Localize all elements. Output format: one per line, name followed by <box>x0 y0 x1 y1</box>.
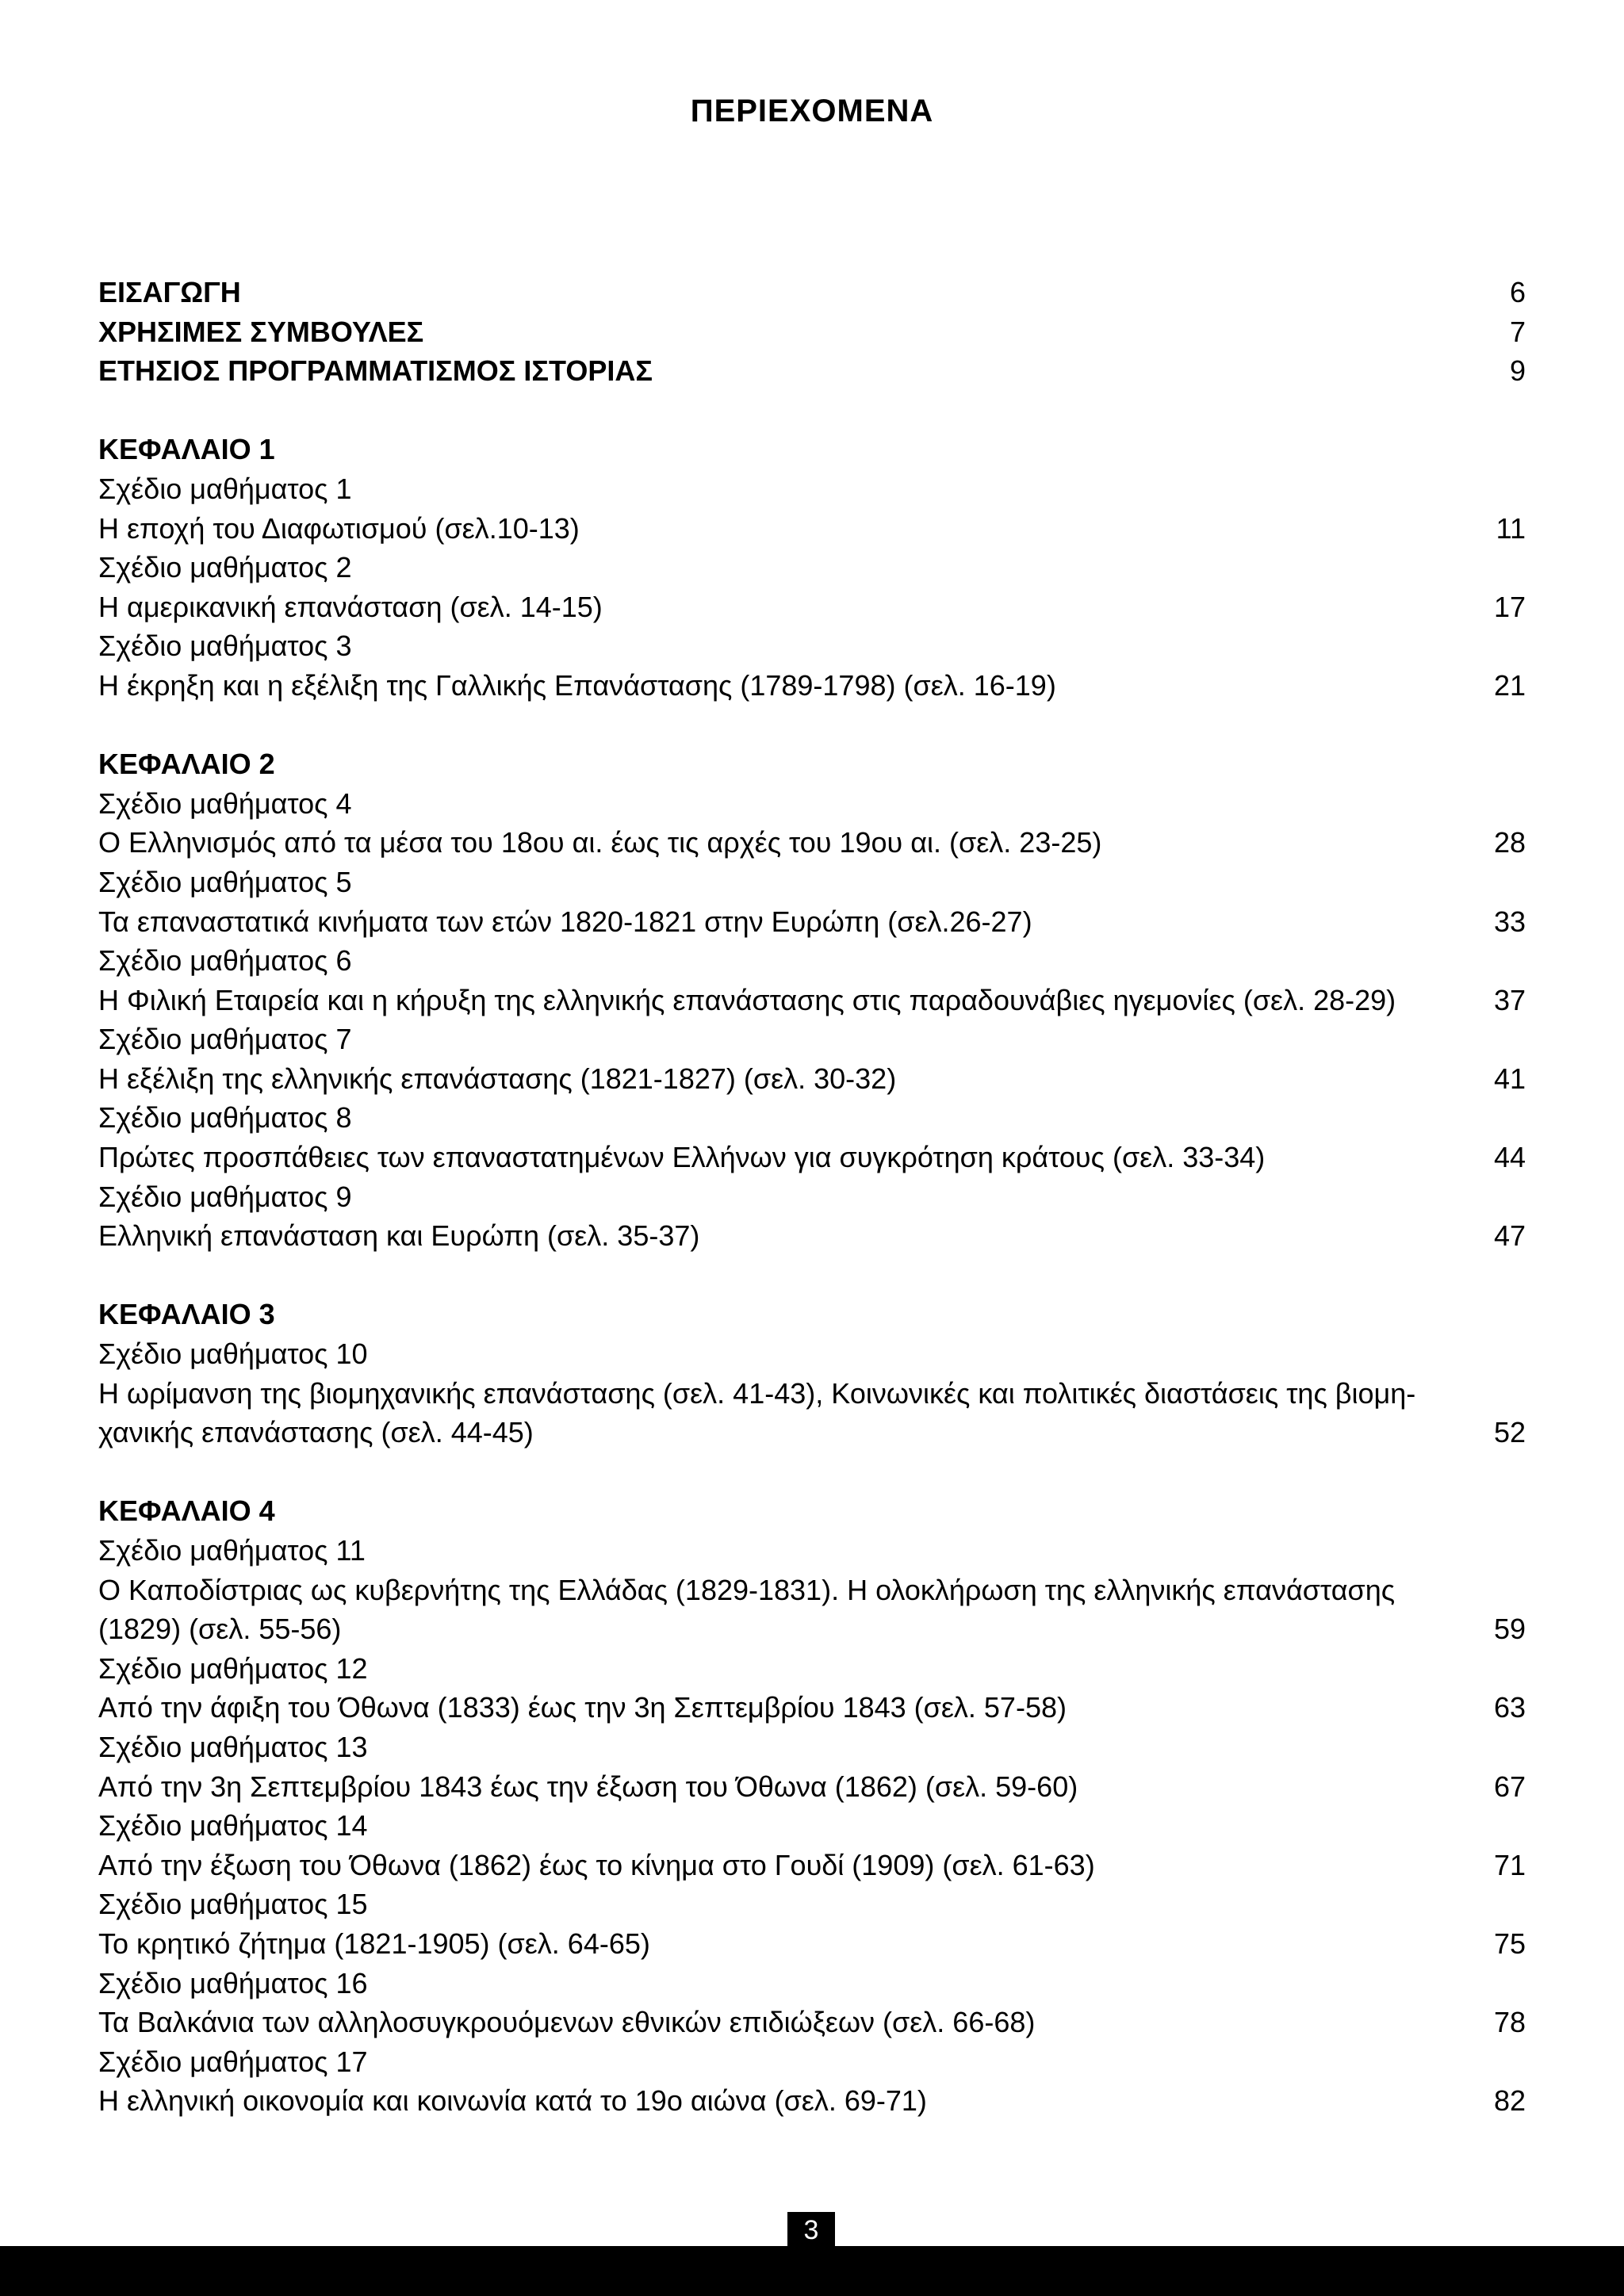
toc-entry-introduction <box>98 273 1526 312</box>
toc-entry <box>98 2003 1526 2042</box>
toc-entry-page: 41 <box>1493 1062 1526 1095</box>
toc-entry-page: 63 <box>1493 1691 1526 1724</box>
toc-entry <box>98 1924 1526 1964</box>
toc-entry <box>98 1216 1526 1256</box>
toc-entry-page: 82 <box>1493 2084 1526 2118</box>
lesson-plan-label: Σχέδιο μαθήματος 12 <box>98 1651 368 1685</box>
toc-entry <box>98 1059 1526 1099</box>
page-number: 3 <box>787 2212 835 2248</box>
lesson-plan-label: Σχέδιο μαθήματος 7 <box>98 1023 352 1056</box>
lesson-plan-label: Σχέδιο μαθήματος 15 <box>98 1888 368 1921</box>
lesson-title: Η ωρίμανση της βιομηχανικής επανάστασης (σελ. 41-43), Κοινωνικές και πολιτικές διαστάσεις της βιομη- <box>98 1376 1416 1410</box>
chapter-heading: ΚΕΦΑΛΑΙΟ 4 <box>98 1494 275 1528</box>
lesson-title: Τα Βαλκάνια των αλληλοσυγκρουόμενων εθνικών επιδιώξεων (σελ. 66-68) <box>98 2006 1036 2039</box>
lesson-plan-label: Σχέδιο μαθήματος 17 <box>98 2045 368 2078</box>
lesson-title-continued: χανικής επανάστασης (σελ. 44-45) <box>98 1416 534 1449</box>
toc-entry <box>98 823 1526 863</box>
toc-entry-label: ΕΤΗΣΙΟΣ ΠΡΟΓΡΑΜΜΑΤΙΣΜΟΣ ΙΣΤΟΡΙΑΣ <box>98 354 653 388</box>
toc-entry-page: 78 <box>1493 2006 1526 2039</box>
toc-entry-page: 7 <box>1509 315 1526 348</box>
lesson-title: Ελληνική επανάσταση και Ευρώπη (σελ. 35-37) <box>98 1219 700 1253</box>
lesson-plan-label: Σχέδιο μαθήματος 6 <box>98 944 352 978</box>
toc-entry-page: 47 <box>1493 1219 1526 1253</box>
toc-entry-page: 11 <box>1496 511 1526 545</box>
lesson-title: Από την 3η Σεπτεμβρίου 1843 έως την έξωση του Όθωνα (1862) (σελ. 59-60) <box>98 1770 1078 1803</box>
toc-entry <box>98 1688 1526 1728</box>
toc-entry-page: 71 <box>1493 1848 1526 1881</box>
toc-entry-page: 75 <box>1493 1927 1526 1960</box>
lesson-plan-label: Σχέδιο μαθήματος 13 <box>98 1730 368 1763</box>
toc-entry <box>98 1138 1526 1177</box>
toc-entry-page: 44 <box>1493 1141 1526 1174</box>
toc-entry-page: 37 <box>1493 983 1526 1016</box>
lesson-plan-label: Σχέδιο μαθήματος 16 <box>98 1966 368 1999</box>
toc-entry <box>98 1846 1526 1885</box>
lesson-title: Από την άφιξη του Όθωνα (1833) έως την 3η Σεπτεμβρίου 1843 (σελ. 57-58) <box>98 1691 1067 1724</box>
lesson-title: Τα επαναστατικά κινήματα των ετών 1820-1821 στην Ευρώπη (σελ.26-27) <box>98 905 1032 938</box>
toc-entry <box>98 587 1526 627</box>
lesson-title: Ο Καποδίστριας ως κυβερνήτης της Ελλάδας (1829-1831). Η ολοκλήρωση της ελληνικής επανάστασης <box>98 1573 1396 1606</box>
lesson-title: Από την έξωση του Όθωνα (1862) έως το κίνημα στο Γουδί (1909) (σελ. 61-63) <box>98 1848 1095 1881</box>
lesson-title: Πρώτες προσπάθειες των επαναστατημένων Ελλήνων για συγκρότηση κράτους (σελ. 33-34) <box>98 1141 1266 1174</box>
toc-entry-page: 17 <box>1493 590 1526 623</box>
chapter-heading: ΚΕΦΑΛΑΙΟ 3 <box>98 1298 275 1331</box>
toc-entry <box>98 1609 1526 1649</box>
lesson-plan-label: Σχέδιο μαθήματος 3 <box>98 629 352 663</box>
lesson-title-continued: (1829) (σελ. 55-56) <box>98 1613 342 1646</box>
toc-entry-page: 21 <box>1493 668 1526 702</box>
lesson-title: Το κρητικό ζήτημα (1821-1905) (σελ. 64-65) <box>98 1927 650 1960</box>
toc-entry-page: 59 <box>1493 1613 1526 1646</box>
chapter-heading: ΚΕΦΑΛΑΙΟ 2 <box>98 748 275 781</box>
lesson-title: Ο Ελληνισμός από τα μέσα του 18ου αι. έως τις αρχές του 19ου αι. (σελ. 23-25) <box>98 826 1102 859</box>
lesson-title: Η έκρηξη και η εξέλιξη της Γαλλικής Επανάστασης (1789-1798) (σελ. 16-19) <box>98 668 1056 702</box>
toc-entry-page: 67 <box>1493 1770 1526 1803</box>
footer-bar <box>0 2246 1624 2296</box>
toc-entry-label: ΕΙΣΑΓΩΓΗ <box>98 276 241 308</box>
toc-entry <box>98 1413 1526 1452</box>
lesson-plan-label: Σχέδιο μαθήματος 14 <box>98 1809 368 1843</box>
toc-entry-page: 9 <box>1509 354 1526 388</box>
toc-entry-page: 6 <box>1509 276 1526 308</box>
toc-entry-annual-programming <box>98 351 1526 391</box>
lesson-plan-label: Σχέδιο μαθήματος 4 <box>98 786 352 820</box>
lesson-title: Η Φιλική Εταιρεία και η κήρυξη της ελληνικής επανάστασης στις παραδουνάβιες ηγεμονίες (σελ. 28-29) <box>98 983 1396 1016</box>
toc-entry <box>98 509 1526 549</box>
toc-entry-useful-tips <box>98 312 1526 352</box>
table-of-contents <box>98 273 1526 2121</box>
lesson-title: Η ελληνική οικονομία και κοινωνία κατά το 19ο αιώνα (σελ. 69-71) <box>98 2084 927 2118</box>
chapter-heading: ΚΕΦΑΛΑΙΟ 1 <box>98 433 275 466</box>
lesson-title: Η εποχή του Διαφωτισμού (σελ.10-13) <box>98 511 580 545</box>
toc-entry-page: 52 <box>1493 1416 1526 1449</box>
toc-entry-label: ΧΡΗΣΙΜΕΣ ΣΥΜΒΟΥΛΕΣ <box>98 315 424 348</box>
lesson-plan-label: Σχέδιο μαθήματος 11 <box>98 1534 366 1567</box>
lesson-plan-label: Σχέδιο μαθήματος 9 <box>98 1180 352 1213</box>
toc-entry-page: 33 <box>1493 905 1526 938</box>
toc-entry-page: 28 <box>1493 826 1526 859</box>
lesson-title: Η εξέλιξη της ελληνικής επανάστασης (1821-1827) (σελ. 30-32) <box>98 1062 897 1095</box>
lesson-title: Η αμερικανική επανάσταση (σελ. 14-15) <box>98 590 603 623</box>
toc-entry <box>98 2081 1526 2121</box>
lesson-plan-label: Σχέδιο μαθήματος 2 <box>98 551 352 584</box>
toc-entry <box>98 666 1526 706</box>
page-title: ΠΕΡΙΕΧΟΜΕΝΑ <box>690 94 934 128</box>
toc-entry <box>98 1767 1526 1807</box>
toc-entry <box>98 981 1526 1020</box>
lesson-plan-label: Σχέδιο μαθήματος 10 <box>98 1337 368 1371</box>
lesson-plan-label: Σχέδιο μαθήματος 8 <box>98 1101 352 1135</box>
lesson-plan-label: Σχέδιο μαθήματος 1 <box>98 472 352 505</box>
lesson-plan-label: Σχέδιο μαθήματος 5 <box>98 865 352 898</box>
toc-entry <box>98 902 1526 942</box>
